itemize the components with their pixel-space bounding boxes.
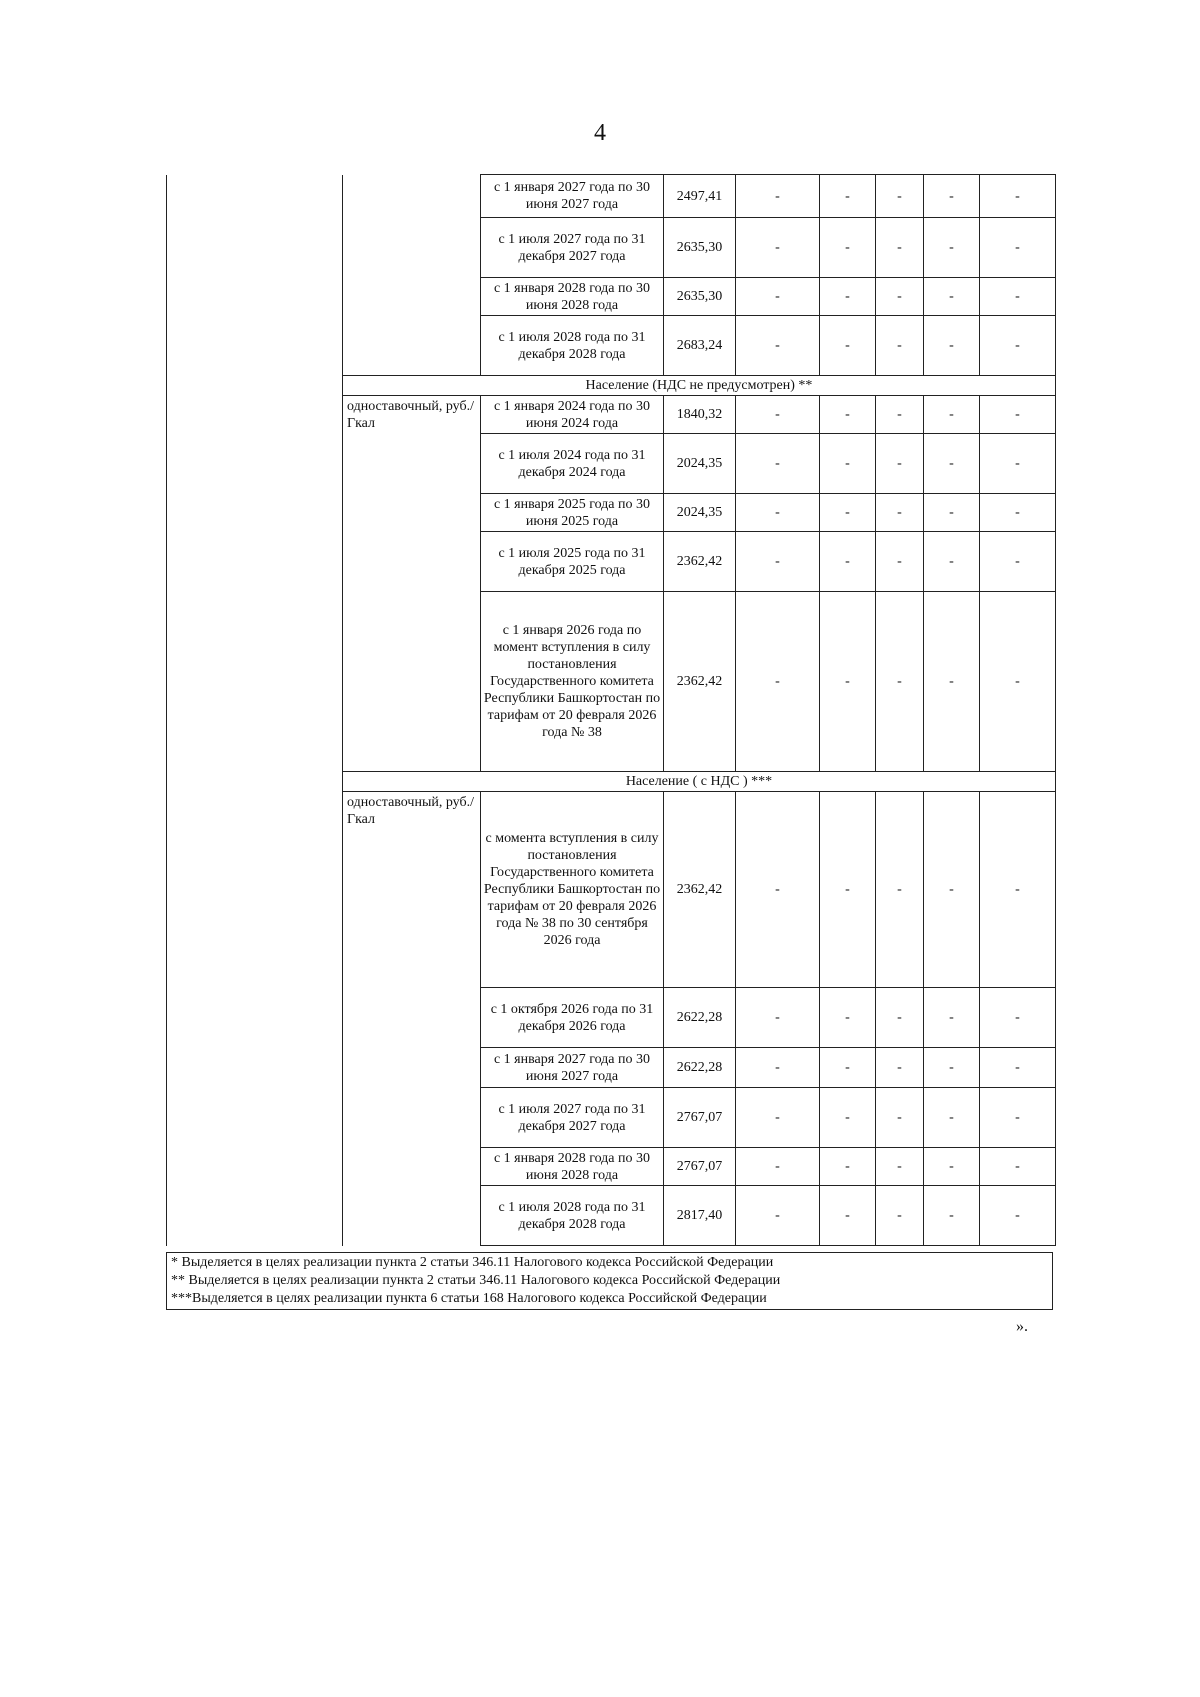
dash-cell: - xyxy=(924,1186,980,1246)
dash-cell: - xyxy=(924,1148,980,1186)
dash-cell: - xyxy=(876,1186,924,1246)
dash-cell: - xyxy=(736,1148,820,1186)
dash-cell: - xyxy=(820,1048,876,1088)
dash-cell: - xyxy=(980,175,1056,218)
dash-cell: - xyxy=(736,175,820,218)
dash-cell: - xyxy=(980,532,1056,592)
dash-cell: - xyxy=(736,532,820,592)
dash-cell: - xyxy=(736,1048,820,1088)
period-cell: с 1 января 2025 года по 30 июня 2025 года xyxy=(481,494,664,532)
value-cell: 1840,32 xyxy=(664,396,736,434)
period-cell: с 1 октября 2026 года по 31 декабря 2026 года xyxy=(481,988,664,1048)
dash-cell: - xyxy=(980,1088,1056,1148)
dash-cell: - xyxy=(924,494,980,532)
dash-cell: - xyxy=(980,1048,1056,1088)
period-cell: с 1 января 2027 года по 30 июня 2027 года xyxy=(481,175,664,218)
dash-cell: - xyxy=(924,1048,980,1088)
dash-cell: - xyxy=(876,175,924,218)
dash-cell: - xyxy=(876,316,924,376)
page-number: 4 xyxy=(594,120,606,146)
dash-cell: - xyxy=(820,494,876,532)
type-cell xyxy=(343,175,481,376)
dash-cell: - xyxy=(736,218,820,278)
closing-quote: ». xyxy=(1016,1318,1028,1335)
dash-cell: - xyxy=(736,396,820,434)
dash-cell: - xyxy=(980,988,1056,1048)
dash-cell: - xyxy=(820,1148,876,1186)
dash-cell: - xyxy=(820,1186,876,1246)
footnote: ***Выделяется в целях реализации пункта 6 статьи 168 Налогового кодекса Российской Федерации xyxy=(171,1291,767,1306)
dash-cell: - xyxy=(820,592,876,772)
dash-cell: - xyxy=(980,1148,1056,1186)
dash-cell: - xyxy=(876,1048,924,1088)
period-cell: с 1 июля 2027 года по 31 декабря 2027 года xyxy=(481,218,664,278)
dash-cell: - xyxy=(820,278,876,316)
table-row xyxy=(167,175,1056,218)
section-header: Население ( с НДС ) *** xyxy=(343,772,1056,792)
dash-cell: - xyxy=(876,592,924,772)
footnote: ** Выделяется в целях реализации пункта 2 статьи 346.11 Налогового кодекса Российской Федерации xyxy=(171,1273,781,1288)
value-cell: 2817,40 xyxy=(664,1186,736,1246)
dash-cell: - xyxy=(876,532,924,592)
period-cell: с 1 января 2027 года по 30 июня 2027 года xyxy=(481,1048,664,1088)
dash-cell: - xyxy=(924,434,980,494)
period-cell: с 1 июля 2027 года по 31 декабря 2027 года xyxy=(481,1088,664,1148)
dash-cell: - xyxy=(736,278,820,316)
dash-cell: - xyxy=(820,434,876,494)
dash-cell: - xyxy=(980,278,1056,316)
value-cell: 2622,28 xyxy=(664,988,736,1048)
section-header: Население (НДС не предусмотрен) ** xyxy=(343,376,1056,396)
footnotes xyxy=(166,1252,1053,1310)
dash-cell: - xyxy=(736,494,820,532)
footnote: * Выделяется в целях реализации пункта 2 статьи 346.11 Налогового кодекса Российской Федерации xyxy=(171,1255,774,1270)
dash-cell: - xyxy=(820,988,876,1048)
value-cell: 2635,30 xyxy=(664,278,736,316)
value-cell: 2362,42 xyxy=(664,792,736,988)
value-cell: 2767,07 xyxy=(664,1148,736,1186)
value-cell: 2497,41 xyxy=(664,175,736,218)
dash-cell: - xyxy=(876,988,924,1048)
dash-cell: - xyxy=(924,218,980,278)
dash-cell: - xyxy=(980,792,1056,988)
dash-cell: - xyxy=(924,278,980,316)
period-cell: с 1 июля 2024 года по 31 декабря 2024 года xyxy=(481,434,664,494)
dash-cell: - xyxy=(820,1088,876,1148)
dash-cell: - xyxy=(820,175,876,218)
value-cell: 2767,07 xyxy=(664,1088,736,1148)
dash-cell: - xyxy=(736,988,820,1048)
dash-cell: - xyxy=(876,434,924,494)
period-cell: с 1 января 2026 года по момент вступления в силу постановления Государственного комитета Республики Башкортостан по тарифам от 20 февраля 2026 года № 38 xyxy=(481,592,664,772)
type-cell: одноставочный, руб./Гкал xyxy=(343,792,481,1246)
dash-cell: - xyxy=(980,434,1056,494)
dash-cell: - xyxy=(924,1088,980,1148)
period-cell: с 1 января 2028 года по 30 июня 2028 года xyxy=(481,1148,664,1186)
dash-cell: - xyxy=(736,434,820,494)
type-cell: одноставочный, руб./Гкал xyxy=(343,396,481,772)
dash-cell: - xyxy=(876,218,924,278)
period-cell: с 1 января 2024 года по 30 июня 2024 года xyxy=(481,396,664,434)
dash-cell: - xyxy=(820,396,876,434)
dash-cell: - xyxy=(736,1088,820,1148)
period-cell: с 1 января 2028 года по 30 июня 2028 года xyxy=(481,278,664,316)
dash-cell: - xyxy=(876,494,924,532)
dash-cell: - xyxy=(736,592,820,772)
value-cell: 2362,42 xyxy=(664,532,736,592)
dash-cell: - xyxy=(820,218,876,278)
dash-cell: - xyxy=(736,792,820,988)
value-cell: 2024,35 xyxy=(664,494,736,532)
dash-cell: - xyxy=(876,1088,924,1148)
dash-cell: - xyxy=(980,1186,1056,1246)
value-cell: 2683,24 xyxy=(664,316,736,376)
dash-cell: - xyxy=(980,494,1056,532)
dash-cell: - xyxy=(980,218,1056,278)
dash-cell: - xyxy=(876,396,924,434)
dash-cell: - xyxy=(736,316,820,376)
dash-cell: - xyxy=(924,592,980,772)
dash-cell: - xyxy=(924,792,980,988)
period-cell: с 1 июля 2025 года по 31 декабря 2025 года xyxy=(481,532,664,592)
entity-cell xyxy=(167,175,343,1246)
period-cell: с 1 июля 2028 года по 31 декабря 2028 года xyxy=(481,1186,664,1246)
period-cell: с момента вступления в силу постановления Государственного комитета Республики Башкортостан по тарифам от 20 февраля 2026 года № 38 по 30 сентября 2026 года xyxy=(481,792,664,988)
dash-cell: - xyxy=(980,592,1056,772)
dash-cell: - xyxy=(924,175,980,218)
period-cell: с 1 июля 2028 года по 31 декабря 2028 года xyxy=(481,316,664,376)
dash-cell: - xyxy=(924,988,980,1048)
dash-cell: - xyxy=(924,316,980,376)
dash-cell: - xyxy=(820,532,876,592)
dash-cell: - xyxy=(820,792,876,988)
dash-cell: - xyxy=(980,316,1056,376)
dash-cell: - xyxy=(876,278,924,316)
dash-cell: - xyxy=(876,792,924,988)
value-cell: 2622,28 xyxy=(664,1048,736,1088)
dash-cell: - xyxy=(820,316,876,376)
value-cell: 2362,42 xyxy=(664,592,736,772)
tariff-table xyxy=(166,174,1056,1246)
dash-cell: - xyxy=(924,532,980,592)
value-cell: 2635,30 xyxy=(664,218,736,278)
dash-cell: - xyxy=(924,396,980,434)
dash-cell: - xyxy=(980,396,1056,434)
value-cell: 2024,35 xyxy=(664,434,736,494)
dash-cell: - xyxy=(736,1186,820,1246)
dash-cell: - xyxy=(876,1148,924,1186)
